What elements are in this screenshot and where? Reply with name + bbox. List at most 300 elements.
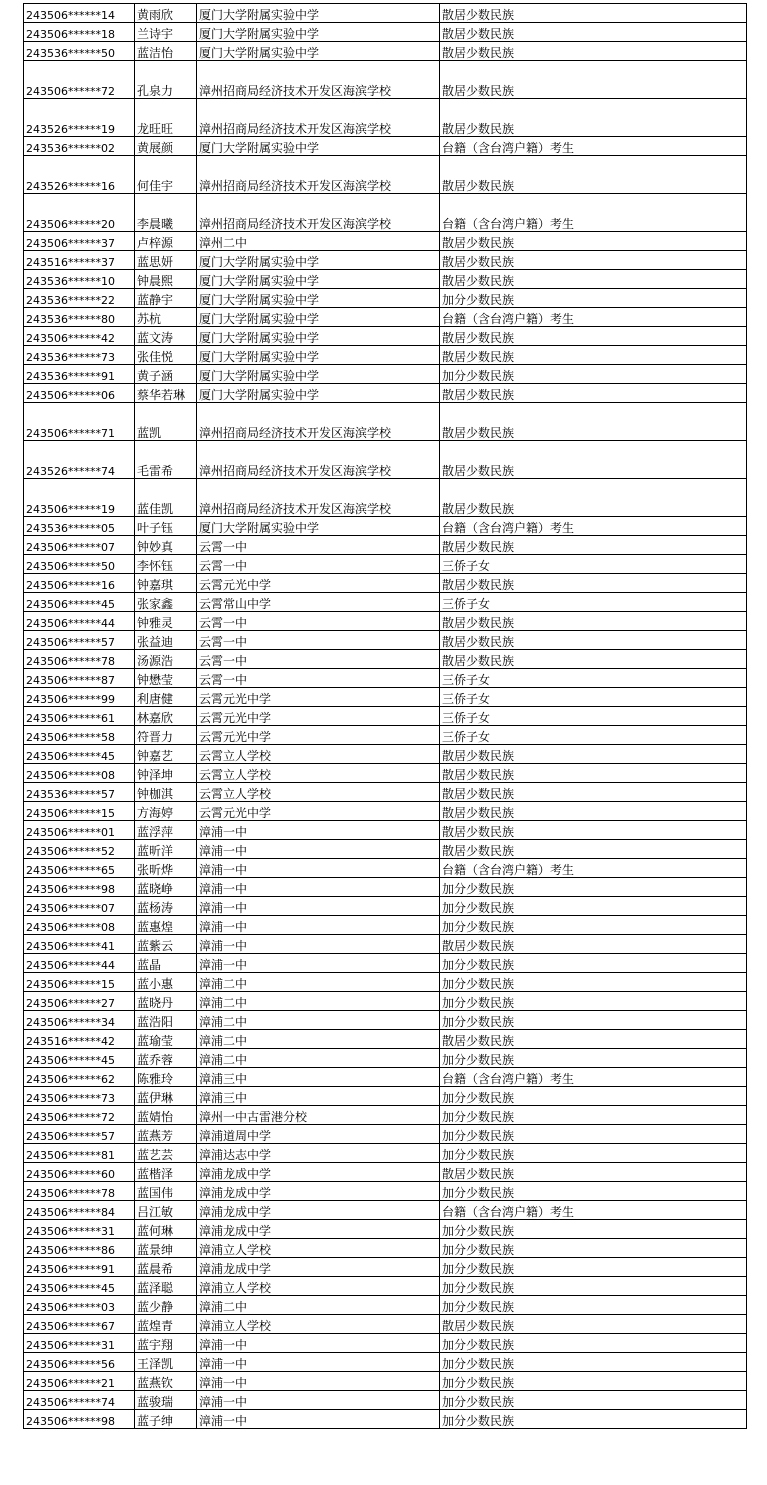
category-cell: 三侨子女 [440,669,747,688]
category-cell: 加分少数民族 [440,1011,747,1030]
category-cell: 三侨子女 [440,593,747,612]
table-row [24,802,747,821]
table-row [24,574,747,593]
category-cell: 加分少数民族 [440,1087,747,1106]
school-cell: 厦门大学附属实验中学 [197,384,440,403]
candidate-name-cell: 吕江敏 [135,1201,197,1220]
school-cell: 厦门大学附属实验中学 [197,4,440,23]
school-cell: 云霄一中 [197,612,440,631]
school-cell: 厦门大学附属实验中学 [197,23,440,42]
category-cell: 三侨子女 [440,688,747,707]
school-cell: 漳浦龙成中学 [197,1182,440,1201]
school-cell: 厦门大学附属实验中学 [197,308,440,327]
school-cell: 漳浦立人学校 [197,1277,440,1296]
school-cell: 漳州招商局经济技术开发区海滨学校 [197,61,440,99]
table-row [24,593,747,612]
category-cell: 加分少数民族 [440,1391,747,1410]
candidate-id-cell: 243506******86 [24,1239,135,1258]
candidate-name-cell: 蓝燕芳 [135,1125,197,1144]
table-row [24,365,747,384]
candidate-id-cell: 243506******81 [24,1144,135,1163]
school-cell: 漳浦立人学校 [197,1315,440,1334]
table-row [24,916,747,935]
candidate-name-cell: 苏杭 [135,308,197,327]
category-cell: 加分少数民族 [440,878,747,897]
school-cell: 厦门大学附属实验中学 [197,289,440,308]
school-cell: 厦门大学附属实验中学 [197,365,440,384]
school-cell: 厦门大学附属实验中学 [197,137,440,156]
category-cell: 散居少数民族 [440,42,747,61]
table-row [24,42,747,61]
school-cell: 漳浦三中 [197,1068,440,1087]
school-cell: 漳浦一中 [197,840,440,859]
candidate-name-cell: 蓝凯 [135,403,197,441]
candidate-id-cell: 243506******56 [24,1353,135,1372]
category-cell: 散居少数民族 [440,935,747,954]
table-row [24,973,747,992]
candidate-id-cell: 243506******20 [24,194,135,232]
category-cell: 加分少数民族 [440,1125,747,1144]
candidate-name-cell: 蓝宇翔 [135,1334,197,1353]
candidate-id-cell: 243506******14 [24,4,135,23]
candidate-name-cell: 蓝子绅 [135,1410,197,1429]
candidate-name-cell: 蓝国伟 [135,1182,197,1201]
candidate-id-cell: 243506******16 [24,574,135,593]
table-row [24,1334,747,1353]
candidate-id-cell: 243506******07 [24,897,135,916]
table-row [24,764,747,783]
school-cell: 云霄元光中学 [197,574,440,593]
candidate-id-cell: 243506******15 [24,802,135,821]
school-cell: 云霄一中 [197,536,440,555]
table-row [24,688,747,707]
candidate-id-cell: 243506******31 [24,1220,135,1239]
candidate-id-cell: 243506******21 [24,1372,135,1391]
table-row [24,327,747,346]
table-row [24,308,747,327]
candidate-id-cell: 243506******31 [24,1334,135,1353]
school-cell: 漳浦一中 [197,878,440,897]
table-row [24,726,747,745]
candidate-name-cell: 卢梓源 [135,232,197,251]
category-cell: 加分少数民族 [440,1049,747,1068]
category-cell: 散居少数民族 [440,1163,747,1182]
candidate-name-cell: 蓝浮萍 [135,821,197,840]
category-cell: 台籍（含台湾户籍）考生 [440,1201,747,1220]
candidate-name-cell: 兰诗宇 [135,23,197,42]
category-cell: 散居少数民族 [440,384,747,403]
candidate-id-cell: 243506******44 [24,612,135,631]
candidate-id-cell: 243506******57 [24,631,135,650]
category-cell: 三侨子女 [440,726,747,745]
candidate-id-cell: 243506******42 [24,327,135,346]
candidate-name-cell: 孔泉力 [135,61,197,99]
category-cell: 台籍（含台湾户籍）考生 [440,194,747,232]
candidate-name-cell: 符晋力 [135,726,197,745]
candidate-name-cell: 钟嘉琪 [135,574,197,593]
candidate-id-cell: 243506******99 [24,688,135,707]
candidate-name-cell: 蓝思妍 [135,251,197,270]
school-cell: 漳浦二中 [197,1049,440,1068]
school-cell: 云霄一中 [197,669,440,688]
school-cell: 漳浦龙成中学 [197,1201,440,1220]
category-cell: 散居少数民族 [440,764,747,783]
table-row [24,156,747,194]
candidate-id-cell: 243506******07 [24,536,135,555]
candidate-name-cell: 林嘉欣 [135,707,197,726]
candidate-id-cell: 243536******50 [24,42,135,61]
category-cell: 散居少数民族 [440,99,747,137]
table-row [24,1087,747,1106]
category-cell: 散居少数民族 [440,327,747,346]
school-cell: 漳浦龙成中学 [197,1163,440,1182]
candidate-id-cell: 243506******91 [24,1258,135,1277]
candidate-name-cell: 钟枷淇 [135,783,197,802]
category-cell: 台籍（含台湾户籍）考生 [440,137,747,156]
table-row [24,878,747,897]
category-cell: 加分少数民族 [440,954,747,973]
school-cell: 漳州招商局经济技术开发区海滨学校 [197,99,440,137]
school-cell: 漳浦三中 [197,1087,440,1106]
candidate-id-cell: 243506******84 [24,1201,135,1220]
school-cell: 漳浦一中 [197,1353,440,1372]
table-row [24,1144,747,1163]
school-cell: 漳浦二中 [197,992,440,1011]
table-row [24,251,747,270]
category-cell: 台籍（含台湾户籍）考生 [440,859,747,878]
category-cell: 散居少数民族 [440,574,747,593]
category-cell: 加分少数民族 [440,992,747,1011]
candidate-id-cell: 243506******62 [24,1068,135,1087]
candidate-name-cell: 陈雅玲 [135,1068,197,1087]
category-cell: 散居少数民族 [440,650,747,669]
table-row [24,1068,747,1087]
school-cell: 云霄元光中学 [197,802,440,821]
candidate-id-cell: 243506******01 [24,821,135,840]
category-cell: 散居少数民族 [440,802,747,821]
category-cell: 加分少数民族 [440,1334,747,1353]
candidate-name-cell: 蓝昕洋 [135,840,197,859]
candidate-name-cell: 钟妙真 [135,536,197,555]
table-row [24,1030,747,1049]
candidate-id-cell: 243506******44 [24,954,135,973]
school-cell: 厦门大学附属实验中学 [197,270,440,289]
table-row [24,1410,747,1429]
candidate-id-cell: 243506******65 [24,859,135,878]
school-cell: 漳浦一中 [197,1391,440,1410]
school-cell: 漳浦达志中学 [197,1144,440,1163]
table-row [24,479,747,517]
candidate-name-cell: 毛雷希 [135,441,197,479]
candidate-name-cell: 黄子涵 [135,365,197,384]
candidate-id-cell: 243536******80 [24,308,135,327]
candidate-name-cell: 蓝乔蓉 [135,1049,197,1068]
candidate-id-cell: 243506******27 [24,992,135,1011]
candidate-id-cell: 243536******73 [24,346,135,365]
school-cell: 厦门大学附属实验中学 [197,517,440,536]
school-cell: 漳浦一中 [197,897,440,916]
category-cell: 加分少数民族 [440,289,747,308]
table-row [24,517,747,536]
candidate-name-cell: 汤源浩 [135,650,197,669]
category-cell: 加分少数民族 [440,1353,747,1372]
category-cell: 加分少数民族 [440,1106,747,1125]
category-cell: 散居少数民族 [440,270,747,289]
candidate-id-cell: 243516******37 [24,251,135,270]
table-row [24,1258,747,1277]
candidate-name-cell: 蓝何琳 [135,1220,197,1239]
category-cell: 散居少数民族 [440,232,747,251]
category-cell: 散居少数民族 [440,821,747,840]
candidate-id-cell: 243506******18 [24,23,135,42]
category-cell: 散居少数民族 [440,1315,747,1334]
table-row [24,707,747,726]
school-cell: 漳州招商局经济技术开发区海滨学校 [197,403,440,441]
candidate-name-cell: 叶子钰 [135,517,197,536]
candidate-name-cell: 张家鑫 [135,593,197,612]
school-cell: 漳浦一中 [197,954,440,973]
candidate-name-cell: 李晨曦 [135,194,197,232]
table-row [24,1296,747,1315]
table-row [24,61,747,99]
category-cell: 加分少数民族 [440,1220,747,1239]
table-row [24,1315,747,1334]
table-row [24,840,747,859]
table-row [24,232,747,251]
category-cell: 加分少数民族 [440,1410,747,1429]
school-cell: 云霄一中 [197,650,440,669]
table-row [24,23,747,42]
school-cell: 漳浦立人学校 [197,1239,440,1258]
candidate-name-cell: 何佳宇 [135,156,197,194]
candidate-name-cell: 钟嘉艺 [135,745,197,764]
table-row [24,1353,747,1372]
candidate-name-cell: 利唐健 [135,688,197,707]
candidate-name-cell: 蓝燕钦 [135,1372,197,1391]
candidate-name-cell: 钟懋莹 [135,669,197,688]
table-row [24,555,747,574]
category-cell: 散居少数民族 [440,840,747,859]
category-cell: 散居少数民族 [440,441,747,479]
candidate-name-cell: 蔡华若琳 [135,384,197,403]
category-cell: 散居少数民族 [440,783,747,802]
category-cell: 三侨子女 [440,707,747,726]
candidate-id-cell: 243506******52 [24,840,135,859]
candidate-id-cell: 243536******91 [24,365,135,384]
school-cell: 厦门大学附属实验中学 [197,251,440,270]
school-cell: 漳浦龙成中学 [197,1220,440,1239]
table-row [24,745,747,764]
category-cell: 散居少数民族 [440,23,747,42]
table-row [24,1220,747,1239]
school-cell: 漳州招商局经济技术开发区海滨学校 [197,194,440,232]
candidate-id-cell: 243506******58 [24,726,135,745]
school-cell: 漳浦一中 [197,935,440,954]
school-cell: 漳浦一中 [197,1410,440,1429]
table-row [24,1106,747,1125]
candidate-id-cell: 243506******37 [24,232,135,251]
school-cell: 厦门大学附属实验中学 [197,346,440,365]
candidate-name-cell: 李怀钰 [135,555,197,574]
school-cell: 漳州一中古雷港分校 [197,1106,440,1125]
candidate-id-cell: 243516******42 [24,1030,135,1049]
table-row [24,1163,747,1182]
candidate-name-cell: 蓝佳凯 [135,479,197,517]
candidate-id-cell: 243506******45 [24,593,135,612]
candidate-name-cell: 张佳悦 [135,346,197,365]
candidate-name-cell: 龙旺旺 [135,99,197,137]
school-cell: 漳浦一中 [197,821,440,840]
category-cell: 加分少数民族 [440,897,747,916]
category-cell: 加分少数民族 [440,1372,747,1391]
category-cell: 三侨子女 [440,555,747,574]
candidate-name-cell: 蓝楷泽 [135,1163,197,1182]
category-cell: 加分少数民族 [440,1296,747,1315]
candidate-id-cell: 243506******78 [24,1182,135,1201]
candidate-id-cell: 243506******15 [24,973,135,992]
candidate-id-cell: 243506******08 [24,916,135,935]
candidate-id-cell: 243506******60 [24,1163,135,1182]
school-cell: 云霄一中 [197,555,440,574]
table-row [24,954,747,973]
category-cell: 散居少数民族 [440,61,747,99]
candidate-name-cell: 王泽凯 [135,1353,197,1372]
category-cell: 加分少数民族 [440,916,747,935]
candidate-name-cell: 蓝紫云 [135,935,197,954]
candidate-name-cell: 蓝惠煌 [135,916,197,935]
school-cell: 漳州二中 [197,232,440,251]
candidate-name-cell: 蓝文涛 [135,327,197,346]
candidate-id-cell: 243526******74 [24,441,135,479]
candidate-id-cell: 243506******74 [24,1391,135,1410]
candidate-table [23,3,747,1429]
candidate-id-cell: 243506******78 [24,650,135,669]
candidate-name-cell: 张益迪 [135,631,197,650]
category-cell: 加分少数民族 [440,1144,747,1163]
candidate-name-cell: 黄雨欣 [135,4,197,23]
table-row [24,612,747,631]
candidate-id-cell: 243506******50 [24,555,135,574]
category-cell: 散居少数民族 [440,536,747,555]
table-row [24,384,747,403]
category-cell: 台籍（含台湾户籍）考生 [440,1068,747,1087]
candidate-name-cell: 钟雅灵 [135,612,197,631]
school-cell: 漳浦一中 [197,859,440,878]
school-cell: 云霄元光中学 [197,688,440,707]
table-row [24,346,747,365]
category-cell: 散居少数民族 [440,346,747,365]
candidate-id-cell: 243506******08 [24,764,135,783]
category-cell: 散居少数民族 [440,4,747,23]
category-cell: 台籍（含台湾户籍）考生 [440,308,747,327]
candidate-name-cell: 蓝伊琳 [135,1087,197,1106]
school-cell: 漳浦龙成中学 [197,1258,440,1277]
candidate-id-cell: 243506******45 [24,1049,135,1068]
candidate-name-cell: 蓝骏瑞 [135,1391,197,1410]
candidate-table-body [24,4,747,1429]
table-row [24,1277,747,1296]
candidate-name-cell: 蓝洁怡 [135,42,197,61]
candidate-name-cell: 蓝晶 [135,954,197,973]
category-cell: 加分少数民族 [440,365,747,384]
school-cell: 漳浦二中 [197,1011,440,1030]
category-cell: 散居少数民族 [440,745,747,764]
table-row [24,4,747,23]
school-cell: 云霄立人学校 [197,745,440,764]
school-cell: 漳州招商局经济技术开发区海滨学校 [197,441,440,479]
table-row [24,1182,747,1201]
school-cell: 云霄元光中学 [197,707,440,726]
candidate-name-cell: 蓝少静 [135,1296,197,1315]
school-cell: 漳浦一中 [197,916,440,935]
candidate-id-cell: 243536******05 [24,517,135,536]
school-cell: 漳州招商局经济技术开发区海滨学校 [197,156,440,194]
candidate-name-cell: 蓝瑜莹 [135,1030,197,1049]
candidate-name-cell: 钟泽坤 [135,764,197,783]
table-row [24,1372,747,1391]
candidate-id-cell: 243506******98 [24,1410,135,1429]
table-row [24,1201,747,1220]
candidate-id-cell: 243506******03 [24,1296,135,1315]
category-cell: 台籍（含台湾户籍）考生 [440,517,747,536]
table-row [24,194,747,232]
table-row [24,783,747,802]
table-row [24,1239,747,1258]
school-cell: 漳浦道周中学 [197,1125,440,1144]
category-cell: 加分少数民族 [440,1277,747,1296]
candidate-id-cell: 243506******06 [24,384,135,403]
school-cell: 厦门大学附属实验中学 [197,42,440,61]
candidate-id-cell: 243506******67 [24,1315,135,1334]
school-cell: 云霄元光中学 [197,726,440,745]
school-cell: 漳浦二中 [197,1296,440,1315]
candidate-name-cell: 蓝景绅 [135,1239,197,1258]
category-cell: 散居少数民族 [440,251,747,270]
category-cell: 散居少数民族 [440,156,747,194]
candidate-id-cell: 243506******41 [24,935,135,954]
candidate-name-cell: 蓝艺芸 [135,1144,197,1163]
candidate-id-cell: 243536******22 [24,289,135,308]
candidate-id-cell: 243526******19 [24,99,135,137]
candidate-name-cell: 方海婷 [135,802,197,821]
candidate-id-cell: 243506******73 [24,1087,135,1106]
candidate-id-cell: 243536******02 [24,137,135,156]
category-cell: 散居少数民族 [440,479,747,517]
school-cell: 漳浦一中 [197,1334,440,1353]
candidate-id-cell: 243506******45 [24,1277,135,1296]
table-row [24,935,747,954]
candidate-id-cell: 243526******16 [24,156,135,194]
candidate-id-cell: 243506******57 [24,1125,135,1144]
candidate-id-cell: 243506******61 [24,707,135,726]
table-row [24,270,747,289]
category-cell: 加分少数民族 [440,1182,747,1201]
candidate-id-cell: 243506******72 [24,1106,135,1125]
table-row [24,536,747,555]
table-row [24,1049,747,1068]
candidate-name-cell: 蓝晓丹 [135,992,197,1011]
candidate-name-cell: 蓝浩阳 [135,1011,197,1030]
candidate-name-cell: 蓝婧怡 [135,1106,197,1125]
school-cell: 云霄立人学校 [197,764,440,783]
candidate-name-cell: 蓝杨涛 [135,897,197,916]
category-cell: 加分少数民族 [440,973,747,992]
table-row [24,631,747,650]
candidate-name-cell: 黄展颜 [135,137,197,156]
candidate-id-cell: 243506******71 [24,403,135,441]
school-cell: 漳浦二中 [197,1030,440,1049]
table-row [24,859,747,878]
